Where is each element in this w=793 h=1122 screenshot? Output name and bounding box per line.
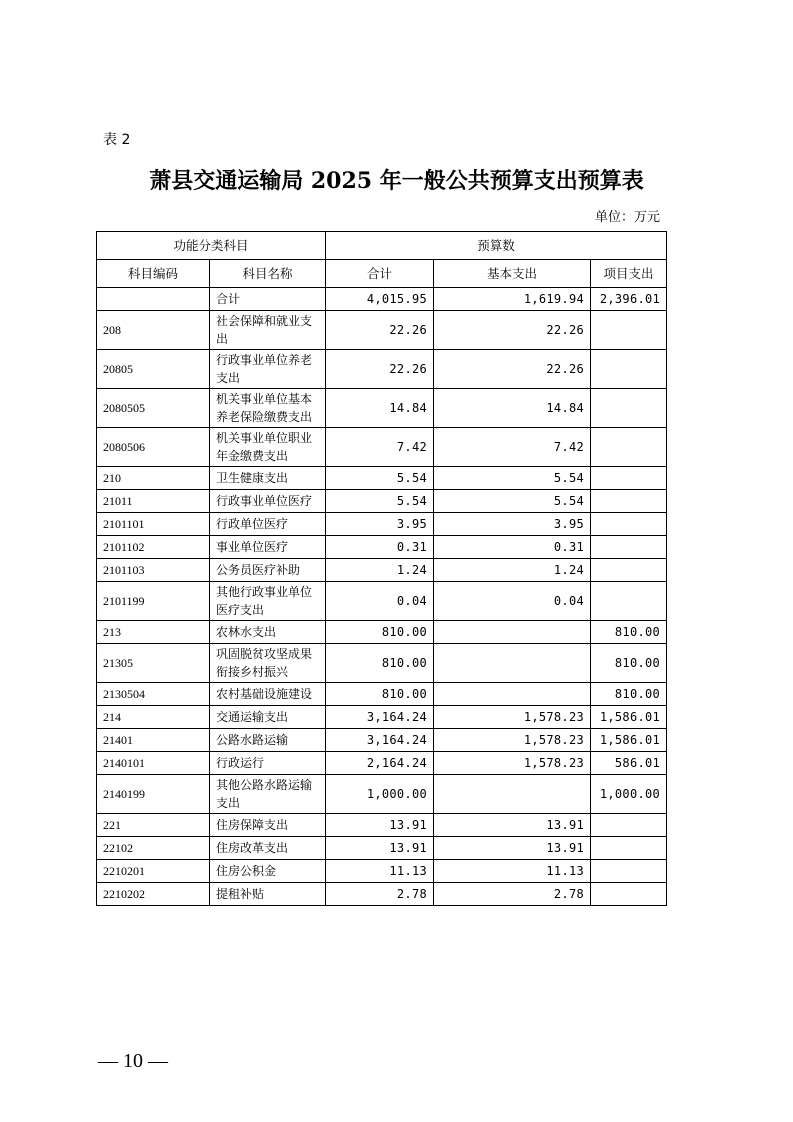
cell-subject-name: 社会保障和就业支出 xyxy=(210,311,326,350)
cell-subject-name: 行政单位医疗 xyxy=(210,513,326,536)
cell-project-expenditure: 810.00 xyxy=(591,621,667,644)
cell-basic-expenditure xyxy=(434,683,591,706)
table-row xyxy=(97,288,667,311)
cell-subject-code: 213 xyxy=(97,621,210,644)
cell-total: 0.31 xyxy=(326,536,434,559)
cell-subject-name: 事业单位医疗 xyxy=(210,536,326,559)
cell-subject-code: 208 xyxy=(97,311,210,350)
cell-subject-name: 交通运输支出 xyxy=(210,706,326,729)
cell-basic-expenditure: 1.24 xyxy=(434,559,591,582)
page-title: 萧县交通运输局 2025 年一般公共预算支出预算表 xyxy=(149,168,644,194)
cell-subject-code: 2101199 xyxy=(97,582,210,621)
cell-subject-code: 2210202 xyxy=(97,883,210,906)
table-row xyxy=(97,837,667,860)
cell-subject-code: 214 xyxy=(97,706,210,729)
cell-project-expenditure xyxy=(591,350,667,389)
header-row-group xyxy=(97,232,667,260)
table-row xyxy=(97,621,667,644)
cell-project-expenditure xyxy=(591,311,667,350)
cell-subject-code: 21401 xyxy=(97,729,210,752)
cell-subject-code: 2130504 xyxy=(97,683,210,706)
cell-project-expenditure xyxy=(591,837,667,860)
cell-total: 5.54 xyxy=(326,467,434,490)
cell-project-expenditure xyxy=(591,467,667,490)
cell-subject-code: 2101102 xyxy=(97,536,210,559)
cell-project-expenditure: 810.00 xyxy=(591,683,667,706)
cell-subject-name: 巩固脱贫攻坚成果衔接乡村振兴 xyxy=(210,644,326,683)
cell-project-expenditure xyxy=(591,582,667,621)
cell-subject-name: 行政事业单位医疗 xyxy=(210,490,326,513)
cell-basic-expenditure: 13.91 xyxy=(434,814,591,837)
table-row xyxy=(97,536,667,559)
cell-project-expenditure: 810.00 xyxy=(591,644,667,683)
header-subject-name: 科目名称 xyxy=(210,260,326,288)
cell-total: 22.26 xyxy=(326,311,434,350)
cell-project-expenditure: 2,396.01 xyxy=(591,288,667,311)
cell-subject-code: 2101103 xyxy=(97,559,210,582)
cell-project-expenditure: 1,000.00 xyxy=(591,775,667,814)
table-row xyxy=(97,683,667,706)
table-row xyxy=(97,729,667,752)
cell-project-expenditure xyxy=(591,814,667,837)
cell-project-expenditure xyxy=(591,513,667,536)
cell-subject-code: 2080506 xyxy=(97,428,210,467)
cell-subject-name: 住房改革支出 xyxy=(210,837,326,860)
header-row-columns xyxy=(97,260,667,288)
cell-total: 13.91 xyxy=(326,837,434,860)
cell-basic-expenditure: 3.95 xyxy=(434,513,591,536)
header-functional-classification: 功能分类科目 xyxy=(97,232,326,260)
cell-project-expenditure: 1,586.01 xyxy=(591,706,667,729)
cell-total: 810.00 xyxy=(326,683,434,706)
cell-subject-name: 公务员医疗补助 xyxy=(210,559,326,582)
cell-subject-code: 2101101 xyxy=(97,513,210,536)
cell-subject-name: 住房保障支出 xyxy=(210,814,326,837)
cell-basic-expenditure: 2.78 xyxy=(434,883,591,906)
table-row xyxy=(97,860,667,883)
cell-subject-code: 2140101 xyxy=(97,752,210,775)
cell-subject-name: 农林水支出 xyxy=(210,621,326,644)
table-row xyxy=(97,752,667,775)
unit-label: 单位：万元 xyxy=(594,210,660,225)
table-row xyxy=(97,559,667,582)
page-number: — 10 — xyxy=(98,1050,168,1072)
cell-total: 7.42 xyxy=(326,428,434,467)
table-row xyxy=(97,350,667,389)
cell-subject-code: 22102 xyxy=(97,837,210,860)
cell-subject-code: 21011 xyxy=(97,490,210,513)
cell-basic-expenditure xyxy=(434,644,591,683)
table-row xyxy=(97,311,667,350)
cell-total: 5.54 xyxy=(326,490,434,513)
table-row xyxy=(97,706,667,729)
cell-total: 810.00 xyxy=(326,644,434,683)
header-subject-code: 科目编码 xyxy=(97,260,210,288)
table-row xyxy=(97,644,667,683)
cell-total: 3.95 xyxy=(326,513,434,536)
table-row xyxy=(97,389,667,428)
cell-basic-expenditure: 1,578.23 xyxy=(434,752,591,775)
cell-subject-code: 2080505 xyxy=(97,389,210,428)
cell-subject-code: 210 xyxy=(97,467,210,490)
table-label: 表 2 xyxy=(103,132,131,148)
cell-total: 3,164.24 xyxy=(326,706,434,729)
cell-subject-name: 合计 xyxy=(210,288,326,311)
cell-subject-name: 行政运行 xyxy=(210,752,326,775)
cell-basic-expenditure: 1,578.23 xyxy=(434,729,591,752)
cell-total: 13.91 xyxy=(326,814,434,837)
cell-subject-name: 提租补贴 xyxy=(210,883,326,906)
cell-total: 22.26 xyxy=(326,350,434,389)
table-row xyxy=(97,467,667,490)
cell-subject-code: 20805 xyxy=(97,350,210,389)
cell-project-expenditure xyxy=(591,536,667,559)
cell-subject-name: 公路水路运输 xyxy=(210,729,326,752)
cell-total: 3,164.24 xyxy=(326,729,434,752)
cell-basic-expenditure: 14.84 xyxy=(434,389,591,428)
header-basic-expenditure: 基本支出 xyxy=(434,260,591,288)
cell-project-expenditure xyxy=(591,490,667,513)
cell-basic-expenditure: 0.04 xyxy=(434,582,591,621)
cell-total: 810.00 xyxy=(326,621,434,644)
cell-total: 2,164.24 xyxy=(326,752,434,775)
cell-project-expenditure xyxy=(591,559,667,582)
cell-project-expenditure xyxy=(591,883,667,906)
table-row xyxy=(97,814,667,837)
cell-basic-expenditure: 11.13 xyxy=(434,860,591,883)
cell-subject-name: 机关事业单位基本养老保险缴费支出 xyxy=(210,389,326,428)
cell-total: 1,000.00 xyxy=(326,775,434,814)
cell-basic-expenditure: 22.26 xyxy=(434,350,591,389)
cell-total: 0.04 xyxy=(326,582,434,621)
table-row xyxy=(97,513,667,536)
cell-project-expenditure xyxy=(591,389,667,428)
table-row xyxy=(97,883,667,906)
cell-total: 11.13 xyxy=(326,860,434,883)
table-row xyxy=(97,428,667,467)
cell-basic-expenditure: 22.26 xyxy=(434,311,591,350)
cell-subject-name: 其他公路水路运输支出 xyxy=(210,775,326,814)
table-row xyxy=(97,775,667,814)
cell-basic-expenditure: 5.54 xyxy=(434,490,591,513)
cell-subject-code: 21305 xyxy=(97,644,210,683)
cell-basic-expenditure: 1,619.94 xyxy=(434,288,591,311)
header-project-expenditure: 项目支出 xyxy=(591,260,667,288)
cell-total: 14.84 xyxy=(326,389,434,428)
cell-total: 4,015.95 xyxy=(326,288,434,311)
cell-subject-name: 农村基础设施建设 xyxy=(210,683,326,706)
table-row xyxy=(97,490,667,513)
budget-table xyxy=(96,231,667,906)
cell-basic-expenditure: 0.31 xyxy=(434,536,591,559)
cell-basic-expenditure: 1,578.23 xyxy=(434,706,591,729)
budget-table-body xyxy=(97,288,667,906)
cell-basic-expenditure xyxy=(434,621,591,644)
cell-total: 2.78 xyxy=(326,883,434,906)
cell-subject-name: 卫生健康支出 xyxy=(210,467,326,490)
cell-subject-code xyxy=(97,288,210,311)
cell-subject-name: 机关事业单位职业年金缴费支出 xyxy=(210,428,326,467)
cell-subject-code: 2210201 xyxy=(97,860,210,883)
cell-total: 1.24 xyxy=(326,559,434,582)
cell-basic-expenditure xyxy=(434,775,591,814)
cell-subject-name: 住房公积金 xyxy=(210,860,326,883)
cell-basic-expenditure: 5.54 xyxy=(434,467,591,490)
cell-basic-expenditure: 7.42 xyxy=(434,428,591,467)
cell-project-expenditure: 586.01 xyxy=(591,752,667,775)
cell-subject-code: 2140199 xyxy=(97,775,210,814)
header-budget-amount: 预算数 xyxy=(326,232,667,260)
cell-subject-code: 221 xyxy=(97,814,210,837)
cell-project-expenditure: 1,586.01 xyxy=(591,729,667,752)
cell-project-expenditure xyxy=(591,428,667,467)
header-total: 合计 xyxy=(326,260,434,288)
table-row xyxy=(97,582,667,621)
cell-project-expenditure xyxy=(591,860,667,883)
cell-subject-name: 其他行政事业单位医疗支出 xyxy=(210,582,326,621)
cell-subject-name: 行政事业单位养老支出 xyxy=(210,350,326,389)
cell-basic-expenditure: 13.91 xyxy=(434,837,591,860)
